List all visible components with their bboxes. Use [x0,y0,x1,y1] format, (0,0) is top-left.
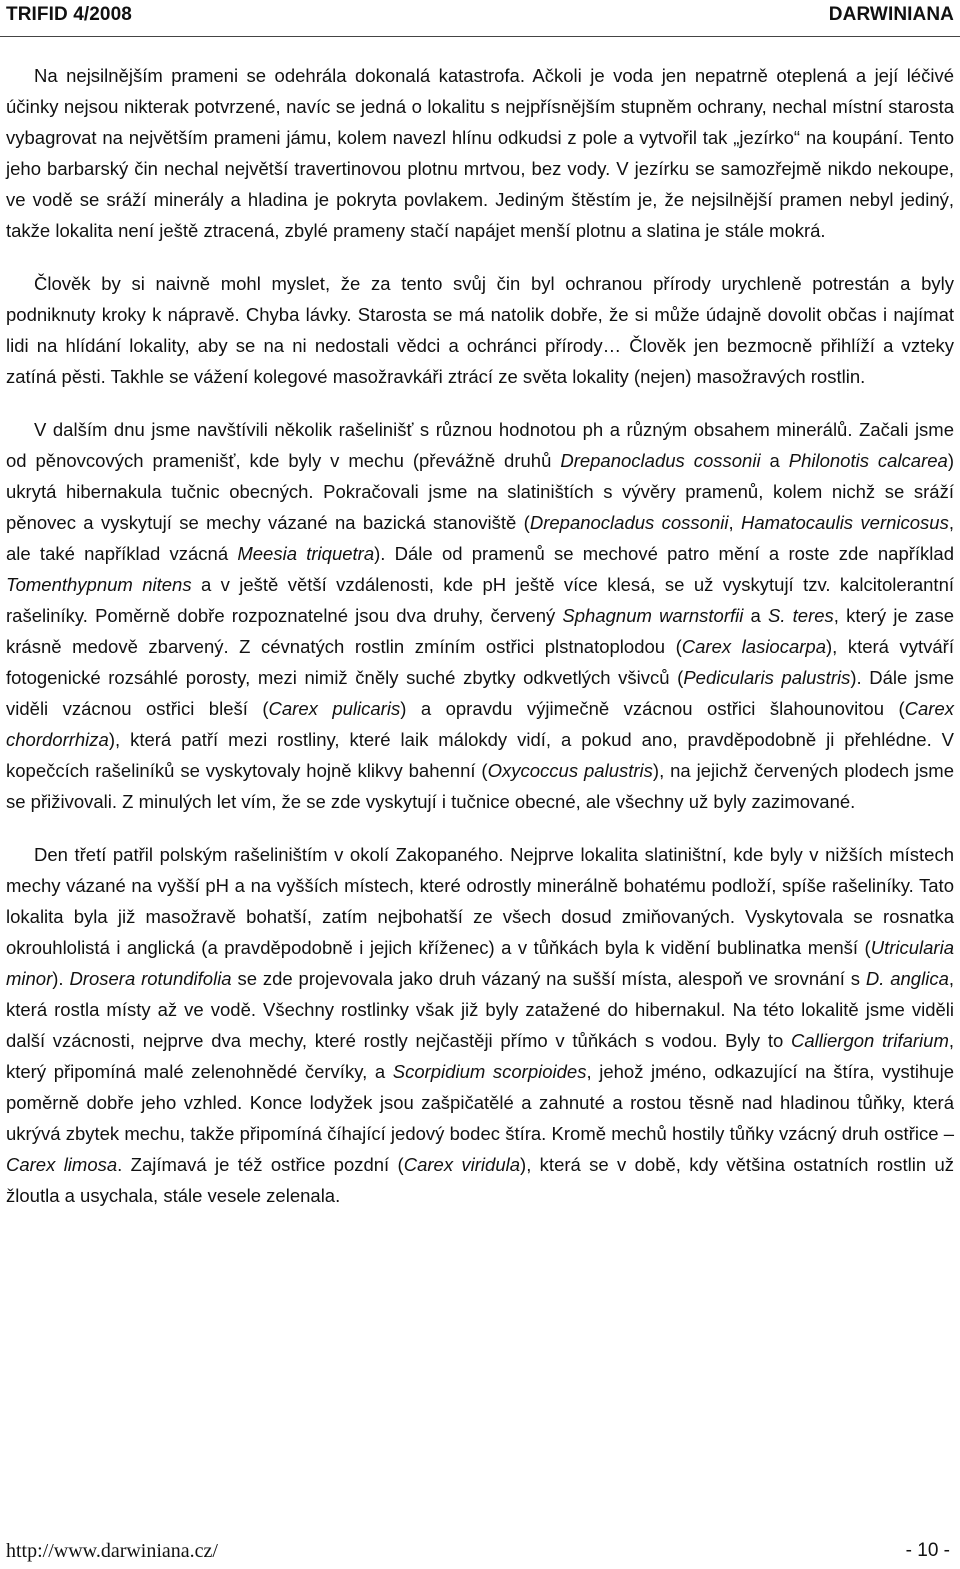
text-run: ). Dále od pramenů se mechové patro mění a roste zde například [374,543,954,564]
issue-label: TRIFID 4/2008 [6,4,132,25]
text-run: Den třetí patřil polským rašeliništím v okolí Zakopaného. Nejprve lokalita slatiništní, kde byly v nižších místech mechy vázané na vyšší pH a na vyšších místech, které odrostly minerálně bohatému podloží, spíše rašeliníky. Tato lokalita byla již masožravě bohatší, zatím nejbohatší ze všech dosud zmiňovaných. Vyskytovala se rosnatka okrouhlolistá i anglická (a pravděpodobně i jejich kříženec) a v tůňkách byla k vidění bublinatka menší ( [6,844,954,958]
species-name: Carex lasiocarpa [681,636,826,657]
text-run: , který je zase krásně medově zbarvený. Z cévnatých rostlin zmíním ostřici plstnatoplodou ( [6,605,954,657]
species-name: Sphagnum warnstorfii [562,605,744,626]
text-run: Člověk by si naivně mohl myslet, že za tento svůj čin byl ochranou přírody urychleně potrestán a byly podniknuty kroky k nápravě. Chyba lávky. Starosta se má natolik dobře, že si může údajně dovolit občas i najímat lidi na hlídání lokality, aby se na ni nedostali vědci a ochránci přírody… Člověk jen bezmocně přihlíží a vzteky zatíná pěsti. Takhle se vážení kolegové masožravkáři ztrácí ze světa lokality (nejen) masožravých rostlin. [6,273,954,387]
text-run: V dalším dnu jsme navštívili několik rašelinišť s různou hodnotou ph a různým obsahem minerálů. Začali jsme od pěnovcových pramenišť, kde byly v mechu (převážně druhů [6,419,954,471]
text-run: ) a opravdu výjimečně vzácnou ostřici šlahounovitou ( [400,698,905,719]
text-run: ) ukrytá hibernakula tučnic obecných. Pokračovali jsme na slatiništích s vývěry pramenů, kolem nichž se sráží pěnovec a vyskytují se mechy vázané na bazická stanoviště ( [6,450,955,533]
text-run: a v ještě větší vzdálenosti, kde pH ještě více klesá, se už vyskytují tzv. kalcitolerantní rašeliníky. Poměrně dobře rozpoznatelné jsou dva druhy, červený [6,574,954,626]
text-run: a [760,450,789,471]
species-name: Carex chordorrhiza [6,698,954,750]
text-run: , který připomíná malé zelenohnědé červíky, a [6,1030,954,1082]
website-url[interactable]: http://www.darwiniana.cz/ [6,1540,218,1562]
species-name: Carex pulicaris [268,698,401,719]
article-body [6,60,954,1233]
page-number: - 10 - [905,1540,950,1561]
species-name: Pedicularis palustris [683,667,851,688]
species-name: Calliergon trifarium [791,1030,949,1051]
page-footer [0,1540,960,1568]
species-name: Tomenthypnum nitens [6,574,192,595]
paragraph-1 [6,60,954,246]
species-name: Drosera rotundifolia [69,968,232,989]
paragraph-4 [6,839,954,1211]
species-name: Oxycoccus palustris [487,760,653,781]
paragraph-2 [6,268,954,392]
text-run: ), která vytváří fotogenické rozsáhlé porosty, mezi nimiž čněly suché zbytky odkvetlých všivců ( [6,636,954,688]
text-run: , [728,512,741,533]
text-run: ). [52,968,70,989]
text-run: , ale také například vzácná [6,512,954,564]
text-run: se zde projevovala jako druh vázaný na sušší místa, alespoň ve srovnání s [231,968,866,989]
text-run: ). Dále jsme viděli vzácnou ostřici bleší ( [6,667,954,719]
text-run: Na nejsilnějším prameni se odehrála dokonalá katastrofa. Ačkoli je voda jen nepatrně oteplená a její léčivé účinky nejsou nikterak potvrzené, navíc se jedná o lokalitu s nejpřísnějším stupněm ochrany, nechal místní starosta vybagrovat na největším prameni jámu, kolem navezl hlínu odkudsi z pole a vytvořil tak „jezírko“ na koupání. Tento jeho barbarský čin nechal největší travertinovou plotnu mrtvou, bez vody. V jezírku se samozřejmě nikdo nekoupe, ve vodě se sráží minerály a hladina je pokryta povlakem. Jediným štěstím je, že nejsilnější pramen nebyl jediný, takže lokalita není ještě ztracená, zbylé prameny stačí napájet menší plotnu a slatina je stále mokrá. [6,65,954,241]
text-run: ), na jejichž červených plodech jsme se přiživovali. Z minulých let vím, že se zde vyskytují i tučnice obecné, ale všechny už byly zazimované. [6,760,955,812]
text-run: a [743,605,768,626]
magazine-title: DARWINIANA [828,4,954,25]
paragraph-3 [6,414,954,817]
page-header [0,0,960,37]
text-run: , jehož jméno, odkazující na štíra, vystihuje poměrně dobře jeho vzhled. Konce lodyžek jsou zašpičatělé a zahnuté a rostou těsně nad hladinou tůňky, která ukrývá zbytek mechu, takže připomíná číhající jedový bodec štíra. Kromě mechů hostily tůňky vzácný druh ostřice – [6,1061,954,1144]
species-name: Meesia triquetra [237,543,375,564]
species-name: Drepanocladus cossonii [560,450,761,471]
species-name: S. teres [768,605,834,626]
species-name: Scorpidium scorpioides [392,1061,587,1082]
species-name: Hamatocaulis vernicosus [740,512,949,533]
text-run: . Zajímavá je též ostřice pozdní ( [117,1154,404,1175]
text-run: ), která se v době, kdy většina ostatních rostlin už žloutla a usychala, stále vesele zelenala. [6,1154,954,1206]
species-name: Drepanocladus cossonii [529,512,729,533]
text-run: , která rostla místy až ve vodě. Všechny rostlinky však již byly zatažené do hibernakul. Na této lokalitě jsme viděli další vzácnosti, nejprve dva mechy, které rostly nejčastěji přímo v tůňkách s vodou. Byly to [6,968,954,1051]
species-name: Carex viridula [403,1154,521,1175]
species-name: Carex limosa [6,1154,118,1175]
species-name: Philonotis calcarea [788,450,948,471]
text-run: ), která patří mezi rostliny, které laik málokdy vidí, a pokud ano, pravděpodobně ji přehlédne. V kopečcích rašeliníků se vyskytovaly hojně klikvy bahenní ( [6,729,954,781]
species-name: Utricularia minor [6,937,954,989]
species-name: D. anglica [865,968,949,989]
